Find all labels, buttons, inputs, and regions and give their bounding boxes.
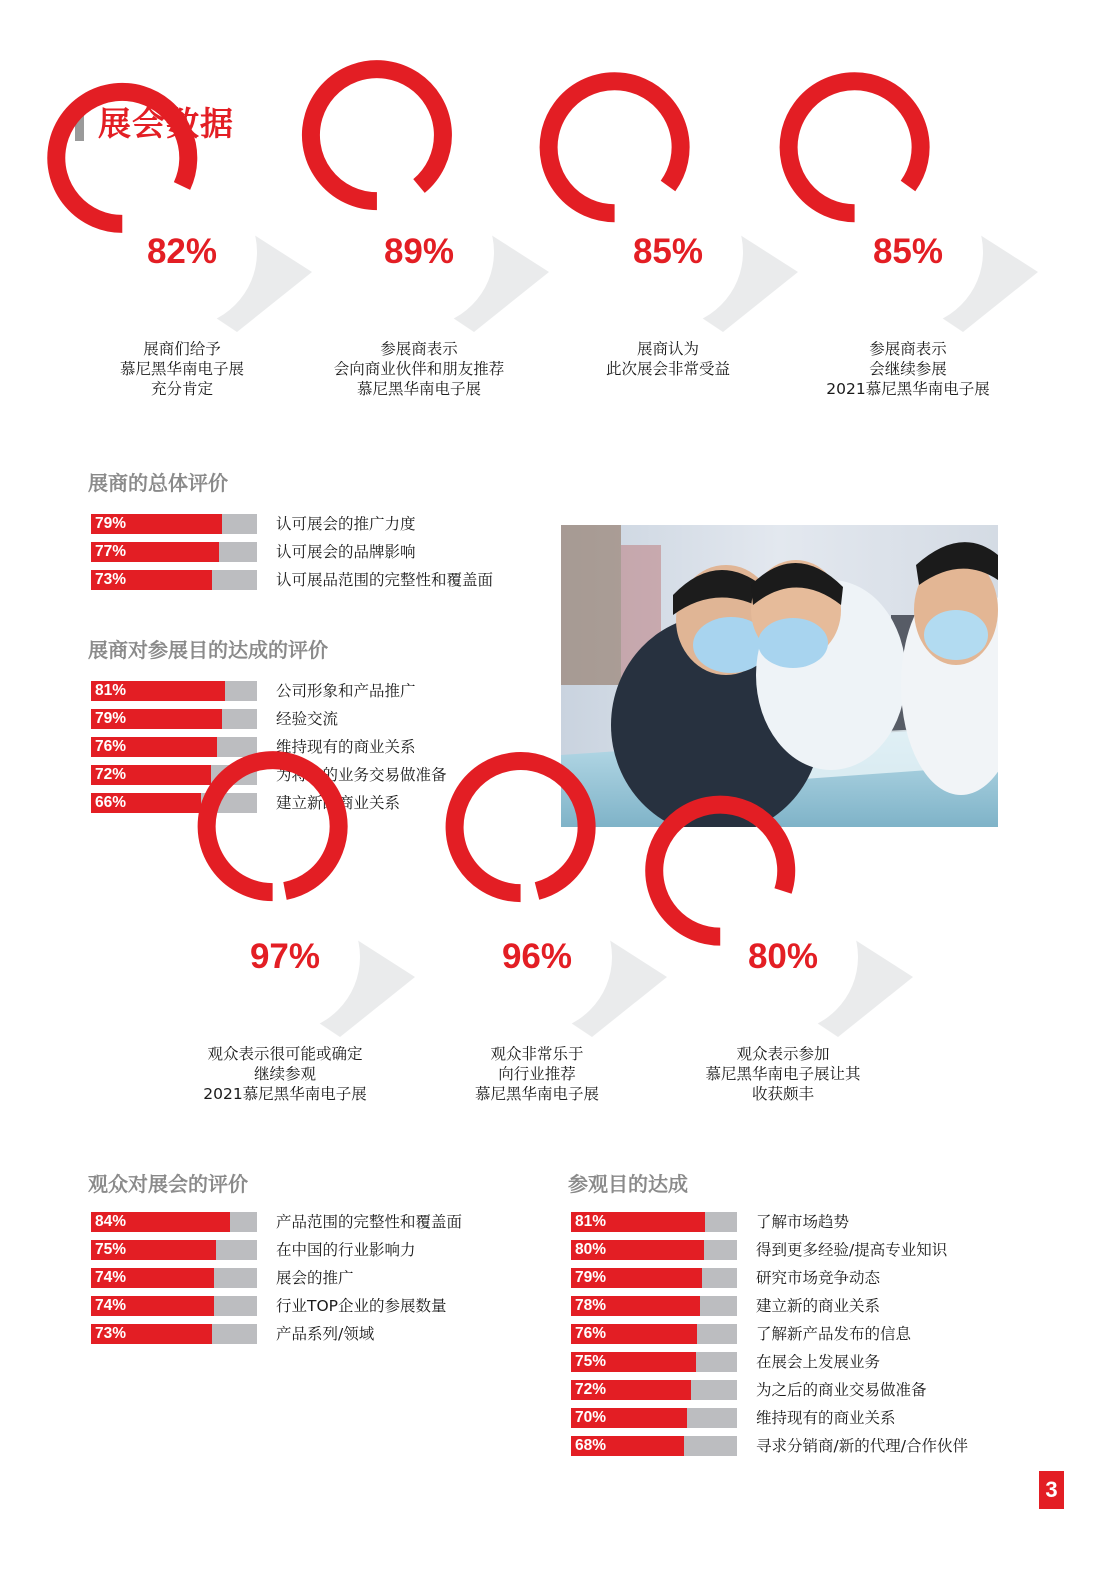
donut-value: 85% xyxy=(872,232,944,271)
bar-track xyxy=(571,1212,737,1232)
donut-caption-line: 向行业推荐 xyxy=(498,1065,576,1083)
bar-value-label: 73% xyxy=(95,1325,127,1342)
donut-caption xyxy=(538,339,798,379)
bar-value-label: 79% xyxy=(95,515,127,532)
donut-caption-line: 展商们给予 xyxy=(143,340,221,358)
bar-track xyxy=(91,542,257,562)
donut-value: 80% xyxy=(747,937,819,976)
bar-category-label: 产品范围的完整性和覆盖面 xyxy=(276,1213,463,1231)
bar-value-label: 79% xyxy=(575,1269,607,1286)
bar-category-label: 建立新的商业关系 xyxy=(756,1297,881,1315)
donut-arc xyxy=(207,760,339,892)
donut-caption xyxy=(52,339,312,399)
bar-category-label: 为将来的业务交易做准备 xyxy=(276,766,447,784)
bar-category-label: 寻求分销商/新的代理/合作伙伴 xyxy=(756,1437,968,1455)
bar-category-label: 认可展会的品牌影响 xyxy=(276,543,416,561)
bar-value-label: 78% xyxy=(575,1297,607,1314)
donut-caption-line: 充分肯定 xyxy=(150,380,213,398)
donut-caption-line: 展商认为 xyxy=(636,340,699,358)
bar-value-label: 76% xyxy=(95,738,127,755)
donut-caption-line: 参展商表示 xyxy=(380,340,458,358)
page-title: 展会数据 xyxy=(98,104,234,143)
bar-track xyxy=(91,1296,257,1316)
bar-value-label: 81% xyxy=(575,1213,607,1230)
exhibition-visitors-photo xyxy=(561,525,998,827)
bar-value-label: 84% xyxy=(95,1213,127,1230)
bar-track xyxy=(91,1324,257,1344)
donut-caption xyxy=(653,1044,913,1104)
donut-caption-line: 继续参观 xyxy=(253,1065,316,1083)
bar-category-label: 在展会上发展业务 xyxy=(756,1353,881,1371)
bar-value-label: 72% xyxy=(95,766,127,783)
bar-value-label: 73% xyxy=(95,571,127,588)
donut-caption-line: 慕尼黑华南电子展 xyxy=(119,360,244,378)
bar-track xyxy=(571,1380,737,1400)
donut-caption-line: 慕尼黑华南电子展让其 xyxy=(705,1065,861,1083)
bar-category-label: 认可展会的推广力度 xyxy=(276,515,416,533)
donut-caption xyxy=(778,339,1038,399)
donut-caption xyxy=(407,1044,667,1104)
section-title-exhibitor-overall: 展商的总体评价 xyxy=(88,471,228,495)
bar-track xyxy=(91,1268,257,1288)
donut-value: 82% xyxy=(146,232,218,271)
donut-caption-line: 观众非常乐于 xyxy=(490,1045,584,1063)
bar-category-label: 在中国的行业影响力 xyxy=(276,1241,416,1259)
bar-category-label: 维持现有的商业关系 xyxy=(756,1409,896,1427)
bar-category-label: 了解新产品发布的信息 xyxy=(756,1325,912,1343)
section-title-visit-goals: 参观目的达成 xyxy=(568,1172,688,1196)
bar-track xyxy=(91,570,257,590)
bar-track xyxy=(571,1240,737,1260)
donut-value: 96% xyxy=(501,937,573,976)
bar-track xyxy=(91,793,257,813)
donut-caption-line: 会继续参展 xyxy=(869,360,947,378)
bar-category-label: 了解市场趋势 xyxy=(756,1213,850,1231)
bar-category-label: 得到更多经验/提高专业知识 xyxy=(756,1241,948,1259)
donut-caption-line: 会向商业伙伴和朋友推荐 xyxy=(333,360,505,378)
bar-track xyxy=(571,1296,737,1316)
donut-value: 89% xyxy=(383,232,455,271)
exhibition-visitors-photo-icon xyxy=(561,525,998,827)
bar-value-label: 74% xyxy=(95,1269,127,1286)
page-number: 3 xyxy=(1039,1471,1064,1509)
bar-value-label: 68% xyxy=(575,1437,607,1454)
bar-value-label: 75% xyxy=(95,1241,127,1258)
donut-caption-line: 参展商表示 xyxy=(869,340,947,358)
bar-value-label: 75% xyxy=(575,1353,607,1370)
donut-caption-line: 慕尼黑华南电子展 xyxy=(356,380,481,398)
bar-track xyxy=(571,1352,737,1372)
bar-track xyxy=(571,1268,737,1288)
bar-track xyxy=(91,737,257,757)
donut-caption-line: 收获颇丰 xyxy=(751,1085,814,1103)
bar-track xyxy=(91,1240,257,1260)
bar-value-label: 70% xyxy=(575,1409,607,1426)
bar-track xyxy=(571,1324,737,1344)
donut-caption-line: 慕尼黑华南电子展 xyxy=(474,1085,599,1103)
bar-value-label: 72% xyxy=(575,1381,607,1398)
bar-value-label: 77% xyxy=(95,543,127,560)
bar-track xyxy=(91,1212,257,1232)
donut-caption-line: 此次展会非常受益 xyxy=(605,360,730,378)
bar-track xyxy=(91,514,257,534)
bar-category-label: 维持现有的商业关系 xyxy=(276,738,416,756)
donut-caption-line: 观众表示参加 xyxy=(736,1045,830,1063)
bar-category-label: 建立新的商业关系 xyxy=(276,794,401,812)
bar-value-label: 79% xyxy=(95,710,127,727)
bar-value-label: 81% xyxy=(95,682,127,699)
donut-value: 97% xyxy=(249,937,321,976)
donut-caption-line: 观众表示很可能或确定 xyxy=(207,1045,363,1063)
bar-value-label: 76% xyxy=(575,1325,607,1342)
donut-value: 85% xyxy=(632,232,704,271)
donut-caption-line: 2021慕尼黑华南电子展 xyxy=(203,1085,367,1103)
bar-track xyxy=(91,709,257,729)
bar-track xyxy=(571,1436,737,1456)
bar-category-label: 公司形象和产品推广 xyxy=(276,682,416,700)
donut-caption-line: 2021慕尼黑华南电子展 xyxy=(826,380,990,398)
bar-category-label: 认可展品范围的完整性和覆盖面 xyxy=(276,571,494,589)
bar-category-label: 经验交流 xyxy=(276,710,339,728)
section-title-visitor-evaluation: 观众对展会的评价 xyxy=(88,1172,248,1196)
bar-value-label: 80% xyxy=(575,1241,607,1258)
donut-arc xyxy=(455,761,587,893)
bar-track xyxy=(91,681,257,701)
section-title-exhibitor-goals: 展商对参展目的达成的评价 xyxy=(88,638,328,662)
bar-value-label: 66% xyxy=(95,794,127,811)
bar-category-label: 行业TOP企业的参展数量 xyxy=(276,1297,447,1315)
bar-track xyxy=(571,1408,737,1428)
bar-category-label: 研究市场竞争动态 xyxy=(756,1269,881,1287)
donut-caption xyxy=(289,339,549,399)
bar-category-label: 为之后的商业交易做准备 xyxy=(756,1381,927,1399)
bar-category-label: 产品系列/领域 xyxy=(276,1325,375,1343)
bar-category-label: 展会的推广 xyxy=(276,1269,354,1287)
bar-value-label: 74% xyxy=(95,1297,127,1314)
donut-caption xyxy=(155,1044,415,1104)
